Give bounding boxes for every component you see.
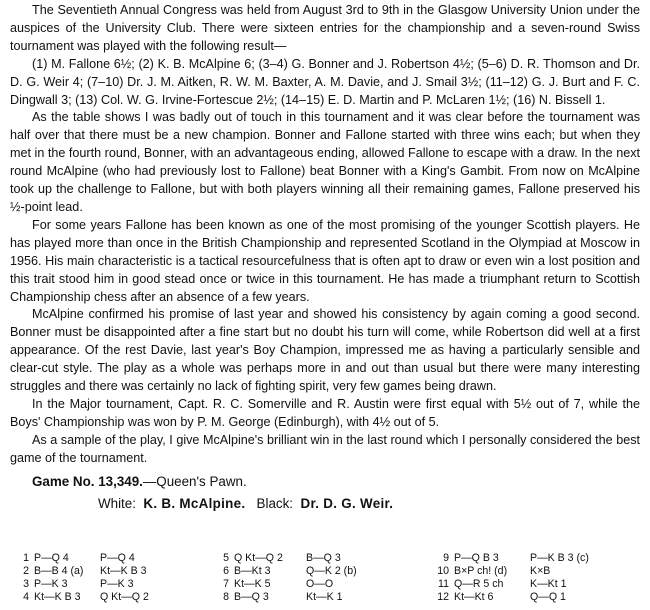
black-move: K—Kt 1 bbox=[530, 577, 567, 590]
move-row bbox=[435, 591, 589, 604]
white-move: B—Kt 3 bbox=[234, 564, 271, 577]
game-players bbox=[98, 494, 640, 513]
move-number: 8 bbox=[223, 590, 229, 603]
move-row bbox=[215, 565, 357, 578]
move-row bbox=[435, 578, 589, 591]
move-number: 9 bbox=[443, 552, 449, 564]
black-label: Black: bbox=[256, 495, 294, 511]
move-row bbox=[15, 591, 149, 604]
black-move: B—Q 3 bbox=[306, 552, 341, 564]
paragraph-fallone: For some years Fallone has been known as one of the most promising of the younger Scottish players. He has played more than once in the British Championship and represented Scotland in the Olympiad at Moscow in 1956. His main characteristic is a tactical resourcefulness that is often apt to draw or even win a lost position and this trait stood him in good stead once or twice in this tournament. He has made a triumphant return to Scottish Championship chess after an absence of a few years. bbox=[10, 217, 640, 304]
move-row bbox=[15, 565, 149, 578]
paragraph-mcalpine: McAlpine confirmed his promise of last year and showed his consistency by again coming a good second. Bonner must be disappointed after a fine start but no doubt his turn will come, while Robertson did well at a first appearance. Of the rest Davie, last year's Boy Champion, impressed me as having a particularly sensible and clear-cut style. The play as a whole was perhaps more in and out than usual but there were many interesting struggles and there was certainly no lack of fighting spirit, very few games being drawn. bbox=[10, 307, 640, 394]
move-number: 10 bbox=[437, 564, 449, 577]
paragraph-results: (1) M. Fallone 6½; (2) K. B. McAlpine 6; (3–4) G. Bonner and J. Robertson 4½; (5–6) D. R. Thomson and Dr. D. G. Weir 4; (7–10) Dr. J. M. Aitken, R. W. M. Baxter, A. M. Davie, and J. Smail 3½; (11–12) G. J. Burt and F. C. Dingwall 3; (13) Col. W. G. Irvine-Fortescue 2½; (14–15) E. D. Martin and P. McLaren 1½; (16) N. Bissell 1. bbox=[10, 56, 640, 107]
white-move: Kt—Kt 6 bbox=[454, 590, 494, 603]
black-move: P—Q 4 bbox=[100, 552, 135, 564]
paragraph-sample: As a sample of the play, I give McAlpine's brilliant win in the last round which I personally considered the best game of the tournament. bbox=[10, 432, 640, 465]
article-page bbox=[10, 2, 640, 513]
move-row bbox=[15, 578, 149, 591]
game-opening: —Queen's Pawn. bbox=[142, 473, 247, 489]
black-move: Q—K 2 (b) bbox=[306, 564, 357, 577]
move-number: 6 bbox=[223, 564, 229, 577]
white-move: Q Kt—Q 2 bbox=[234, 552, 283, 564]
white-move: Kt—K B 3 bbox=[34, 590, 81, 603]
move-number: 3 bbox=[23, 577, 29, 590]
move-row bbox=[215, 591, 357, 604]
move-row bbox=[215, 578, 357, 591]
white-move: B—Q 3 bbox=[234, 590, 269, 603]
black-player: Dr. D. G. Weir. bbox=[300, 495, 394, 511]
black-move: Q Kt—Q 2 bbox=[100, 590, 149, 603]
black-move: Q—Q 1 bbox=[530, 590, 566, 603]
white-label: White: bbox=[98, 495, 136, 511]
white-move: B×P ch! (d) bbox=[454, 564, 508, 577]
white-player: K. B. McAlpine. bbox=[143, 495, 246, 511]
moves-column-3 bbox=[435, 552, 589, 604]
move-number: 4 bbox=[23, 590, 29, 603]
black-move: P—K 3 bbox=[100, 577, 134, 590]
paragraph-narrative: As the table shows I was badly out of touch in this tournament and it was clear before the tournament was half over that there must be a new champion. Bonner and Fallone started with three wins each; but when they met in the fourth round, Bonner, with an advantageous ending, allowed Fallone to escape with a draw. In the next round McAlpine (who had previously lost to Fallone) beat Bonner with a King's Gambit. From now on McAlpine took up the challenge to Fallone, but with both players winning all their remaining games, Fallone preserved his ½-point lead. bbox=[10, 110, 640, 214]
paragraph-intro: The Seventieth Annual Congress was held from August 3rd to 9th in the Glasgow University Union under the auspices of the University Club. There were sixteen entries for the championship and a seven-round Swiss tournament was played with the following result— bbox=[10, 3, 640, 53]
white-move: Kt—K 5 bbox=[234, 577, 271, 590]
black-move: K×B bbox=[530, 564, 551, 577]
paragraph-major-tournament: In the Major tournament, Capt. R. C. Somerville and R. Austin were first equal with 5½ out of 7, while the Boys' Championship was won by P. M. George (Edinburgh), with 4½ out of 5. bbox=[10, 396, 640, 429]
move-number: 12 bbox=[437, 590, 449, 603]
white-move: P—Q 4 bbox=[34, 552, 69, 564]
move-number: 2 bbox=[23, 564, 29, 577]
white-move: B—B 4 (a) bbox=[34, 564, 84, 577]
move-row bbox=[215, 552, 357, 565]
moves-column-2 bbox=[215, 552, 357, 604]
white-move: P—Q B 3 bbox=[454, 552, 499, 564]
move-number: 11 bbox=[438, 577, 449, 590]
black-move: Kt—K B 3 bbox=[100, 564, 147, 577]
move-number: 7 bbox=[223, 577, 229, 590]
white-move: P—K 3 bbox=[34, 577, 68, 590]
black-move: O—O bbox=[306, 577, 334, 590]
game-heading bbox=[32, 472, 640, 491]
move-number: 5 bbox=[223, 552, 229, 564]
white-move: Q—R 5 ch bbox=[454, 577, 504, 590]
move-row bbox=[15, 552, 149, 565]
moves-column-1 bbox=[15, 552, 149, 604]
move-row bbox=[435, 552, 589, 565]
game-number: Game No. 13,349. bbox=[32, 473, 143, 489]
black-move: P—K B 3 (c) bbox=[530, 552, 589, 564]
move-row bbox=[435, 565, 589, 578]
move-number: 1 bbox=[23, 552, 29, 564]
black-move: Kt—K 1 bbox=[306, 590, 343, 603]
